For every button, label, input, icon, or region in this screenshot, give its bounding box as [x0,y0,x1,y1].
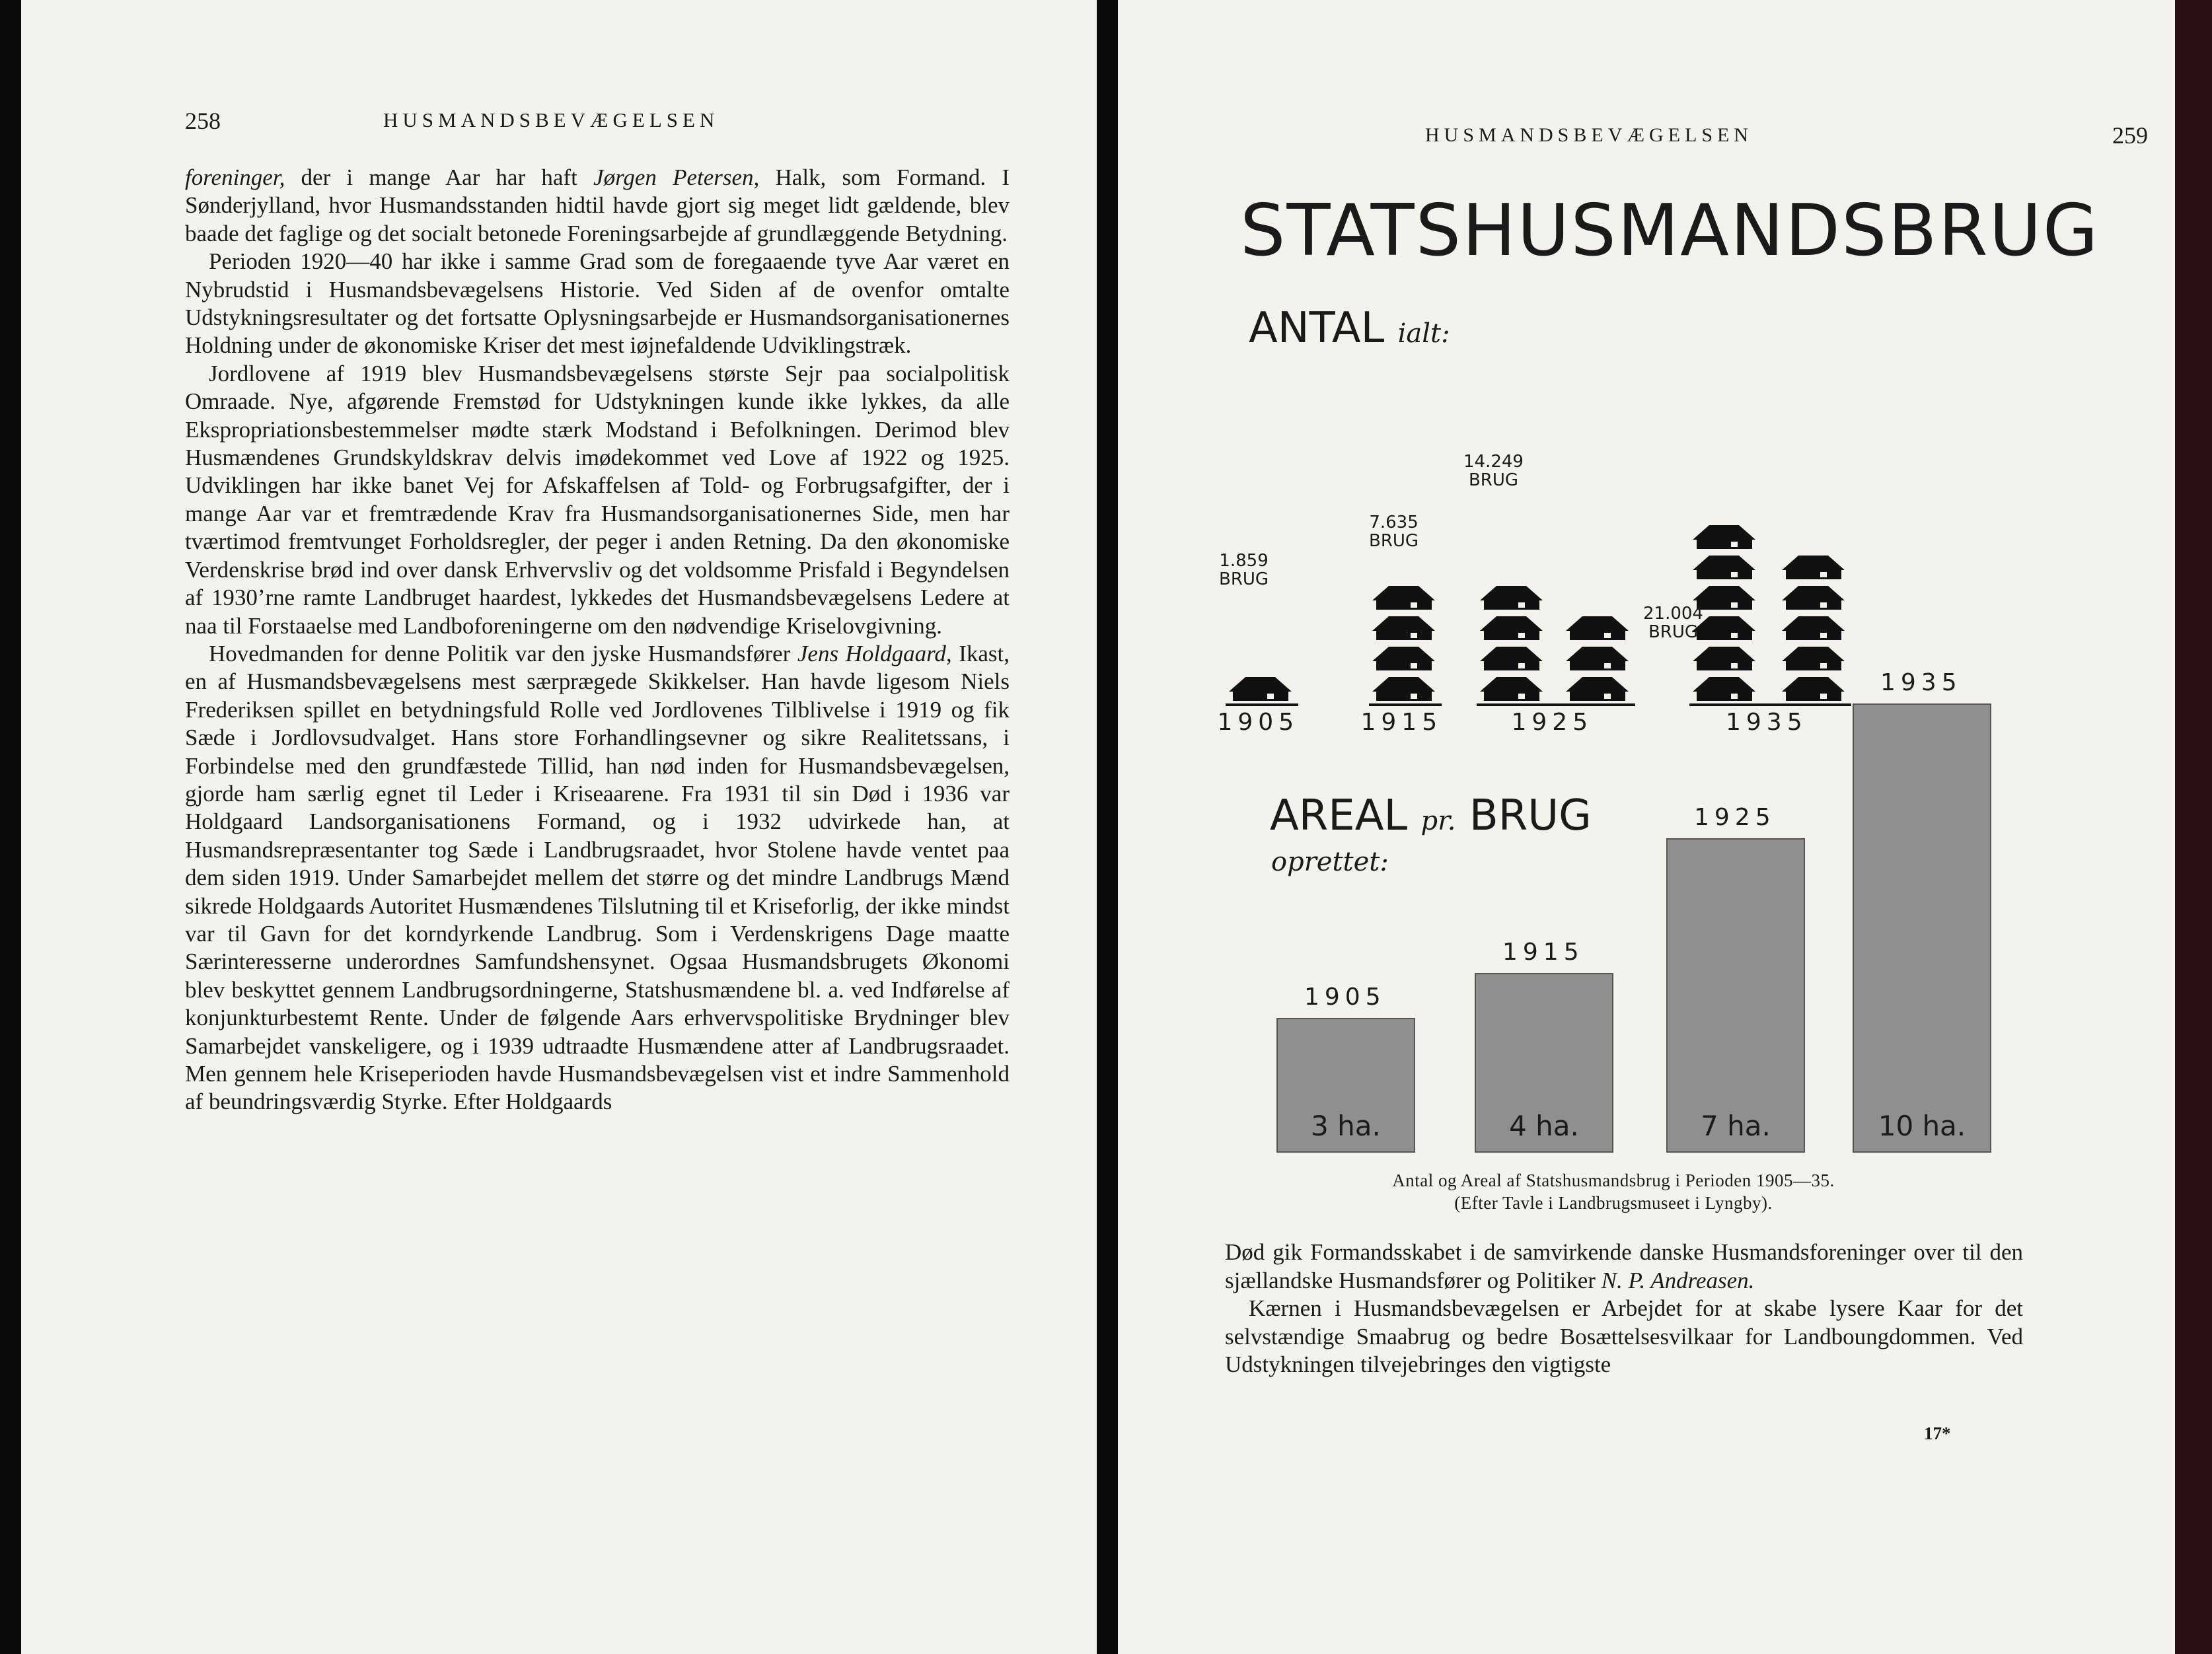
count-value: 14.249 [1463,452,1524,472]
paragraph [185,360,1010,640]
paragraph [1225,1295,2023,1379]
text-run: Halk, som Formand. I Sønderjylland, hvor Husmandsstanden hidtil havde gjort sig meget lidt gældende, blev baade det faglige og det socialt betonede Foreningsarbejde af grundlæggende Betydning. [185,164,1010,246]
area-year-label: 1935 [1880,669,1962,696]
signature-mark: 17* [1924,1423,1951,1443]
house-icon [1566,616,1629,640]
house-icon [1782,556,1845,579]
baseline-rule [1477,703,1635,706]
house-icon [1372,677,1435,701]
house-icon [1480,586,1543,610]
count-value: 1.859 [1219,551,1269,571]
antal-suffix: ialt: [1397,318,1450,349]
count-label [1463,452,1524,489]
house-icon [1782,616,1845,640]
baseline-rule [1226,703,1298,706]
paragraph [1225,1239,2023,1295]
house-icon [1480,647,1543,670]
area-bar [1853,703,1991,1153]
text-run: Jordlovene af 1919 blev Husmandsbevægelsens største Sejr paa socialpolitisk Omraade. Nye, afgørende Fremstød for Udstykningen kunde ikke lykkes, da alle Ekspropriationsbestemmelser mødte stærk Modstand i Befolkningen. Derimod blev Husmændenes Grundskyldskrav delvis imødekommet ved Love af 1922 og 1925. Udviklingen har ikke banet Vej for Afskaffelsen af Told- og Forbrugsafgifter, der i mange Aar var et fremtrædende Krav fra Husmandsorganisationernes Side, men har tværtimod fremtvunget Forholdsregler, der peger i anden Retning. Da den økonomiske Verdenskrise brød ind over dansk Erhvervsliv og det voldsomme Prisfald i Begyndelsen af 1930’rne ramte Landbruget haardest, lykkedes det Husmandsbevægelsens Ledere at naa til Forstaaelse med Landboforeningerne om den nødvendige Kriselovgivning. [185,360,1010,639]
text-run: der i mange Aar har haft [285,164,594,190]
right-page [1118,0,2175,1654]
left-body-text [185,164,1010,1116]
italic-name: foreninger, [185,164,285,190]
house-icon [1566,677,1629,701]
house-icon [1372,647,1435,670]
text-run: Perioden 1920—40 har ikke i samme Grad som de foregaaende tyve Aar været en Nybrudstid i Husmandsbevægelsens Historie. Ved Siden af de ovenfor omtalte Udstykningsresultater og det fortsatte Oplysningsarbejde er Husmandsorganisationernes Holdning under de økonomiske Kriser det mest iøjnefaldende Udviklingstræk. [185,248,1010,359]
area-value-label: 4 ha. [1509,1110,1579,1142]
text-run: Kærnen i Husmandsbevægelsen er Arbejdet for at skabe lysere Kaar for det selvstændige Smaabrug og bedre Bosættelsesvilkaar for Landboungdommen. Ved Udstykningen tilvejebringes den vigtigste [1225,1295,2023,1377]
book-edge [2175,0,2212,1654]
count-label [1643,604,1703,641]
paragraph [185,640,1010,1116]
house-icon [1480,616,1543,640]
areal-pr: pr. [1420,806,1456,836]
figure-caption [1217,1169,2010,1214]
count-unit: BRUG [1468,470,1519,490]
running-head-left: HUSMANDSBEVÆGELSEN [383,108,719,131]
left-page [21,0,1097,1654]
area-bar [1666,838,1805,1153]
page-number-right: 259 [2112,122,2148,149]
italic-name: Jens Holdgaard, [797,640,952,666]
year-label: 1905 [1217,709,1300,736]
year-label: 1915 [1360,709,1443,736]
house-icon [1229,677,1292,701]
year-label: 1935 [1726,709,1808,736]
area-bar [1276,1018,1415,1153]
house-icon [1693,525,1755,549]
areal-brug: BRUG [1469,791,1592,840]
italic-name: Jørgen Petersen, [593,164,760,190]
house-icon [1693,556,1755,579]
caption-line-1: Antal og Areal af Statshusmandsbrug i Perioden 1905—35. [1392,1170,1835,1190]
text-run: Ikast, en af Husmandsbevægelsens mest særprægede Skikkelser. Han havde ligesom Niels Frederiksen spillet en betydningsfuld Rolle ved Jordlovenes Tilblivelse i 1919 og fik Sæde i Jordlovsudvalget. Hans store Forhandlingsevner og sikre Realitetssans, i Forbindelse med den grundfæstede Tillid, han nød inden for Husmandsbevægelsen, gjorde ham særlig egnet til Leder i Kriseaarene. Fra 1931 til sin Død i 1936 var Holdgaard Landsorganisationens Formand, og i 1932 udvirkede han, at Husmandsrepræsentanter tog Sæde i Landbrugsraadet, hvor Stolene havde ventet paa dem siden 1919. Under Samarbejdet mellem det større og det mindre Landbrugs Mænd sikrede Holdgaards Autoritet Husmændenes Tilslutning til et Kriseforlig, der ikke mindst var til Gavn for det korndyrkende Landbrug. Som i Verdenskrigens Dage maatte Særinteresserne underordnes Samfundshensynet. Ogsaa Husmandsbrugets Økonomi blev beskyttet gennem Landbrugsordningerne, Statshusmændene bl. a. ved Indførelse af konjunkturbestemt Rente. Under de følgende Aars erhvervspolitiske Brydninger blev Samarbejdet vanskeligere, og i 1939 udtraadte Husmændene atter af Landbrugsraadet. Men gennem hele Kriseperioden havde Husmandsbevægelsen vist et indre Sammenhold af beundringsværdig Styrke. Efter Holdgaards [185,640,1010,1115]
house-icon [1693,647,1755,670]
house-icon [1693,677,1755,701]
count-unit: BRUG [1648,622,1699,642]
house-icon [1372,586,1435,610]
house-icon [1566,647,1629,670]
house-icon [1782,647,1845,670]
page-number-left: 258 [185,108,221,134]
count-value: 21.004 [1643,604,1703,624]
count-label [1219,552,1269,589]
italic-name: N. P. Andreasen. [1601,1267,1755,1293]
area-year-label: 1905 [1304,984,1386,1011]
left-header [185,106,1010,139]
paragraph [185,248,1010,360]
text-run: Hovedmanden for denne Politik var den jyske Husmandsfører [209,640,797,666]
area-value-label: 3 ha. [1311,1110,1381,1142]
area-bar [1475,973,1613,1153]
year-label: 1925 [1511,709,1594,736]
antal-label: ANTAL [1249,304,1385,353]
house-icon [1372,616,1435,640]
running-head-right: HUSMANDSBEVÆGELSEN [1425,124,1753,146]
right-body-text [1225,1239,2023,1379]
areal-suffix: oprettet: [1271,847,1389,877]
caption-line-2: (Efter Tavle i Landbrugsmuseet i Lyngby). [1454,1193,1773,1213]
figure-title: STATSHUSMANDSBRUG [1240,190,2100,272]
area-year-label: 1915 [1502,939,1584,966]
baseline-rule [1369,703,1442,706]
areal-heading [1270,793,1592,844]
text-run: Død gik Formandsskabet i de samvirkende danske Husmandsforeninger over til den sjællandske Husmandsfører og Politiker [1225,1239,2023,1293]
area-value-label: 7 ha. [1701,1110,1771,1142]
area-year-label: 1925 [1694,804,1776,831]
area-value-label: 10 ha. [1878,1110,1966,1142]
count-unit: BRUG [1369,531,1419,551]
count-unit: BRUG [1219,569,1269,589]
paragraph [185,164,1010,248]
house-icon [1782,586,1845,610]
house-icon [1782,677,1845,701]
areal-label: AREAL [1270,791,1408,840]
house-icon [1480,677,1543,701]
baseline-rule [1689,703,1851,706]
count-value: 7.635 [1369,513,1419,532]
count-label [1369,513,1419,550]
